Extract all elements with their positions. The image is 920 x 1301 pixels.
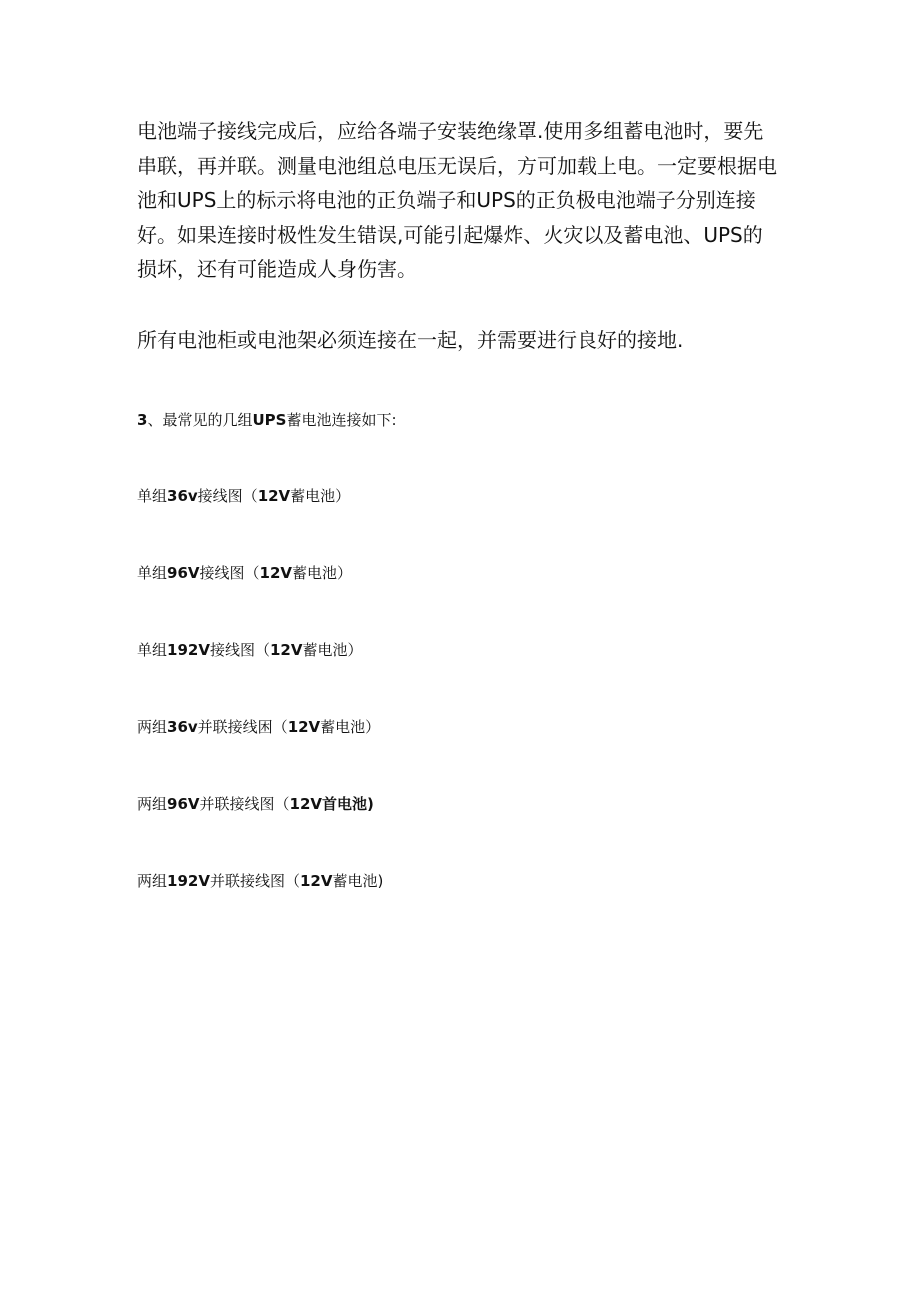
item-prefix: 单组 [137,641,168,659]
item-voltage: 96V [167,564,200,582]
item-suffix: 蓄电池） [320,718,381,736]
paragraph-line: 串联，再并联。测量电池组总电压无误后，方可加载上电。一定要根据电 [137,153,777,178]
item-battery-voltage: 12V [269,641,303,659]
item-desc: 接线图（ [197,487,258,505]
paragraph-battery-wiring [137,114,777,287]
list-item [137,871,383,891]
item-voltage: 192V [167,641,210,659]
item-prefix: 两组 [137,872,168,890]
item-desc: 并联接线困（ [197,718,288,736]
item-prefix: 两组 [137,795,168,813]
item-battery-voltage: 12V [259,564,292,582]
section-heading [137,410,397,430]
item-battery-voltage: 12V [287,718,321,736]
item-voltage: 96V [167,795,200,813]
paragraph-line: 池和UPS上的标示将电池的正负端子和UPS的正负极电池端子分别连接 [137,188,756,212]
list-item [137,717,380,737]
item-desc: 并联接线图（ [209,872,300,890]
item-suffix: 蓄电池） [292,564,353,582]
paragraph-line: 损坏，还有可能造成人身伤害。 [137,257,417,281]
section-number: 3 [137,411,148,429]
item-voltage: 36v [167,487,198,505]
item-prefix: 两组 [137,718,168,736]
item-voltage: 36v [167,718,198,736]
section-text-pre: 、最常见的几组 [147,411,253,429]
list-item [137,794,374,814]
item-battery-voltage: 12V [257,487,291,505]
section-ups: UPS [252,411,287,429]
item-desc: 接线图（ [209,641,270,659]
paragraph-grounding [137,323,777,358]
list-item [137,640,362,660]
item-battery-voltage: 12V [289,795,322,813]
paragraph-line: 所有电池柜或电池架必须连接在一起，并需要进行良好的接地. [137,328,684,352]
item-voltage: 192V [167,872,210,890]
item-suffix: 蓄电池） [302,641,363,659]
item-suffix: 蓄电池） [290,487,351,505]
item-suffix: 首电池) [322,795,374,813]
list-item [137,563,352,583]
paragraph-line: 电池端子接线完成后，应给各端子安装绝缘罩.使用多组蓄电池时，要先 [137,119,764,143]
item-prefix: 单组 [137,487,168,505]
item-desc: 并联接线图（ [199,795,290,813]
list-item [137,486,350,506]
paragraph-line: 好。如果连接时极性发生错误,可能引起爆炸、火灾以及蓄电池、UPS的 [137,222,763,247]
section-text-post: 蓄电池连接如下: [286,411,397,429]
item-prefix: 单组 [137,564,168,582]
item-desc: 接线图（ [199,564,260,582]
item-suffix: 蓄电池) [332,872,384,890]
item-battery-voltage: 12V [299,872,333,890]
